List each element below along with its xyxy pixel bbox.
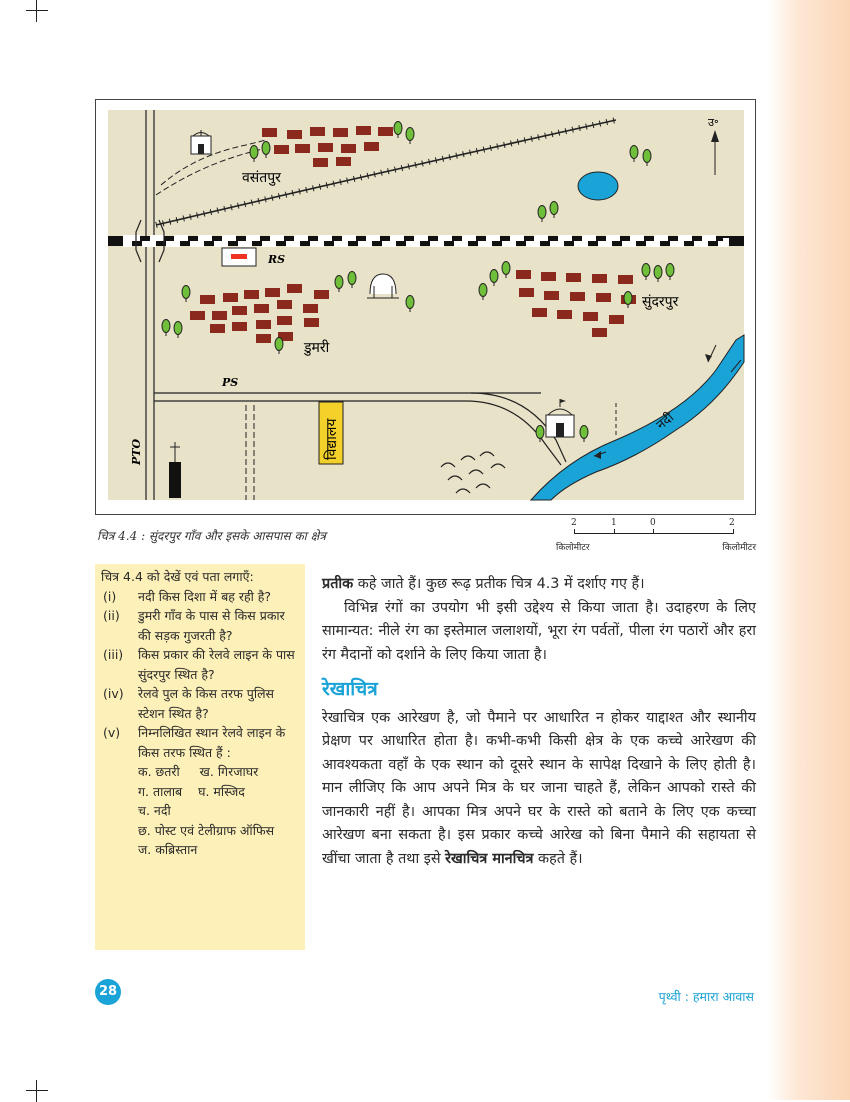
page-number: 28 (95, 979, 121, 1005)
question-text: किस प्रकार की रेलवे लाइन के पास सुंदरपुर स्थित है? (138, 647, 295, 682)
figure-caption: चित्र 4.4 : सुंदरपुर गाँव और इसके आसपास का क्षेत्र (97, 529, 326, 543)
pond (578, 172, 618, 200)
question-item (95, 723, 305, 762)
question-number: (i) (103, 588, 117, 604)
pto-label: PTO (130, 438, 143, 465)
option-line: छ. पोस्ट एवं टेलीग्राफ ऑफिस (138, 822, 275, 838)
paragraph-3 (322, 707, 756, 872)
sketch-map (95, 99, 756, 515)
crop-mark-bottom (26, 1080, 48, 1102)
scale-num: 1 (611, 518, 617, 528)
scale-num: 2 (729, 518, 735, 528)
scale-num: 2 (571, 518, 577, 528)
section-heading: रेखाचित्र (322, 678, 378, 700)
term-sketch-map: रेखाचित्र मानचित्र (445, 850, 534, 867)
activity-heading: चित्र 4.4 को देखें एवं पता लगाएँ: (101, 569, 254, 584)
rs-label: RS (268, 253, 286, 266)
crop-mark-top (26, 0, 48, 22)
option-line: च. नदी (138, 803, 171, 818)
question-text: नदी किस दिशा में बह रही है? (138, 588, 272, 604)
ps-label: PS (222, 376, 239, 389)
activity-box (95, 564, 305, 950)
question-item (95, 606, 305, 645)
school-icon (319, 402, 343, 464)
north-label: उ॰ (708, 116, 719, 129)
question-number: (ii) (103, 608, 120, 623)
question-item (95, 587, 305, 607)
option-line: क. छतरी ख. गिरजाघर (138, 764, 259, 779)
question-item (95, 645, 305, 684)
question-number: (iii) (103, 647, 124, 662)
paragraph-3-text: रेखाचित्र एक आरेखण है, जो पैमाने पर आधारित न होकर याद्दाश्त और स्थानीय प्रेक्षण पर आधारित होता है। कभी-कभी किसी क्षेत्र के एक कच्चे आरेखण की आवश्यकता वहाँ के एक स्थान को दूसरे स्थान के सापेक्ष दिखाने के लिए होती है। मान लीजिए कि आप अपने मित्र के घर जाना चाहते हैं, लेकिन आपको रास्ते की जानकारी नहीं है। आपका मित्र अपने घर के रास्ते को बताने के लिए एक कच्चा आरेखण बना सकता है। इस प्रकार कच्चे आरेख को बिना पैमाने की सहायता से खींचा जाता है तथा इसे (322, 709, 756, 867)
term-symbols: प्रतीक (322, 576, 354, 592)
question-number: (v) (103, 725, 121, 740)
vasantpur-label: वसंतपुर (242, 170, 281, 186)
scale-num: 0 (650, 518, 656, 528)
body-text (322, 573, 756, 871)
option-line: ग. तालाब घ. मस्जिद (138, 783, 245, 799)
paragraph-1 (322, 573, 756, 597)
scale-unit-left: किलोमीटर (556, 543, 590, 553)
page-edge-band (768, 0, 850, 1100)
school-label: विद्यालय (324, 418, 340, 460)
paragraph-2: विभिन्न रंगों का उपयोग भी इसी उद्देश्य से किया जाता है। उदाहरण के लिए सामान्यत: नीले रंग का इस्तेमाल जलाशयों, भूरा रंग पर्वतों, पीला रंग पठारों और हरा रंग मैदानों को दर्शाने के लिए किया जाता है। (322, 599, 756, 663)
book-title: पृथ्वी : हमारा आवास (658, 989, 754, 1004)
scale-unit-right: किलोमीटर (722, 543, 756, 553)
question-number: (iv) (103, 686, 124, 701)
question-text: रेलवे पुल के किस तरफ पुलिस स्टेशन स्थित है? (138, 686, 275, 721)
railway-line (108, 236, 744, 246)
dumri-label: डुमरी (304, 340, 330, 356)
map-canvas (96, 100, 755, 514)
sundarpur-label: सुंदरपुर (642, 294, 679, 310)
question-item (95, 684, 305, 723)
paragraph-1-text: कहे जाते हैं। कुछ रूढ़ प्रतीक चित्र 4.3 में दर्शाए गए हैं। (353, 576, 645, 592)
river-label: नदी (653, 410, 677, 434)
paragraph-3-end: कहते हैं। (533, 850, 583, 867)
question-text: निम्नलिखित स्थान रेलवे लाइन के किस तरफ स्थित हैं : (138, 725, 286, 760)
option-line: ज. कब्रिस्तान (138, 842, 198, 857)
question-text: डुमरी गाँव के पास से किस प्रकार की सड़क गुजरती है? (138, 608, 285, 643)
scale-bar (556, 518, 756, 554)
